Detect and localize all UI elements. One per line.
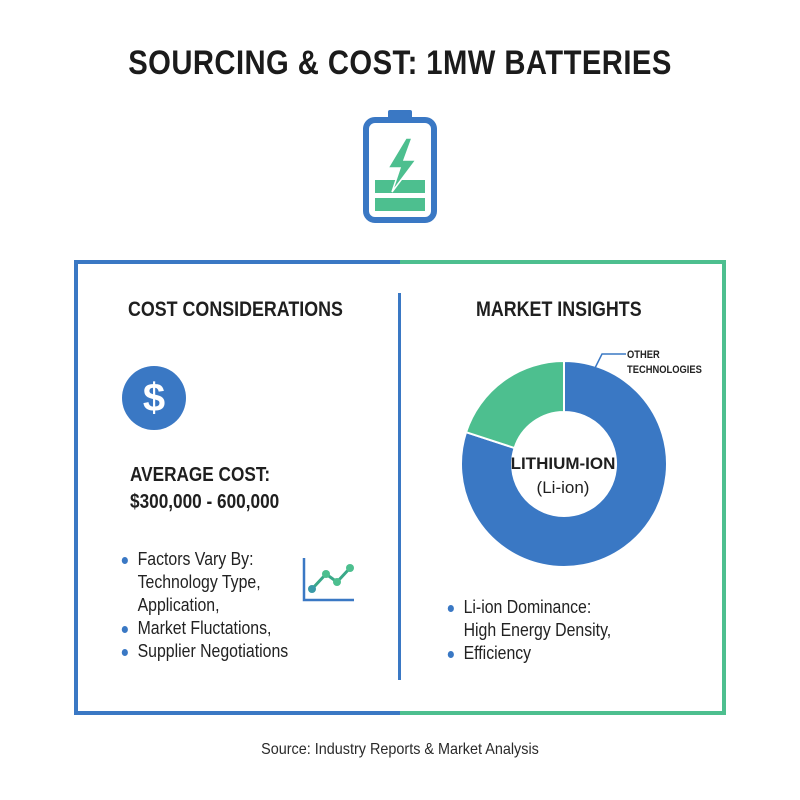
- average-cost: [130, 462, 279, 516]
- bullet-dot: [122, 557, 128, 564]
- page-title: SOURCING & COST: 1MW BATTERIES: [128, 44, 672, 82]
- list-item: Market Fluctations,: [120, 617, 288, 640]
- list-item: Factors Vary By:: [120, 548, 288, 571]
- battery-charging-icon: [362, 108, 438, 224]
- cost-factors-list: [120, 548, 288, 663]
- list-item: Technology Type,: [137, 572, 261, 592]
- donut-segment-other: [466, 361, 564, 448]
- list-item: Application,: [137, 595, 220, 615]
- callout-leader-line: [588, 350, 628, 380]
- average-cost-label: AVERAGE COST:: [130, 464, 271, 486]
- bullet-dot: [122, 649, 128, 656]
- trend-chart-icon: [300, 556, 358, 604]
- bullet-dot: [448, 605, 454, 612]
- market-insights-title: MARKET INSIGHTS: [476, 298, 642, 321]
- average-cost-value: $300,000 - 600,000: [130, 491, 280, 513]
- panel-divider: [398, 293, 401, 680]
- cost-considerations-title: COST CONSIDERATIONS: [128, 298, 343, 321]
- dollar-icon: $: [122, 366, 186, 430]
- source-footnote: Source: Industry Reports & Market Analysis: [261, 741, 539, 758]
- bullet-dot: [448, 651, 454, 658]
- list-item: High Energy Density,: [463, 620, 612, 640]
- list-item: Supplier Negotiations: [120, 640, 288, 663]
- list-item: Efficiency: [446, 642, 611, 665]
- bullet-dot: [122, 626, 128, 633]
- other-technologies-callout: OTHER TECHNOLOGIES: [627, 349, 702, 376]
- list-item: Li-ion Dominance:: [446, 596, 611, 619]
- donut-center-label: LITHIUM-ION (Li-ion): [510, 454, 616, 497]
- market-insights-list: [446, 596, 611, 665]
